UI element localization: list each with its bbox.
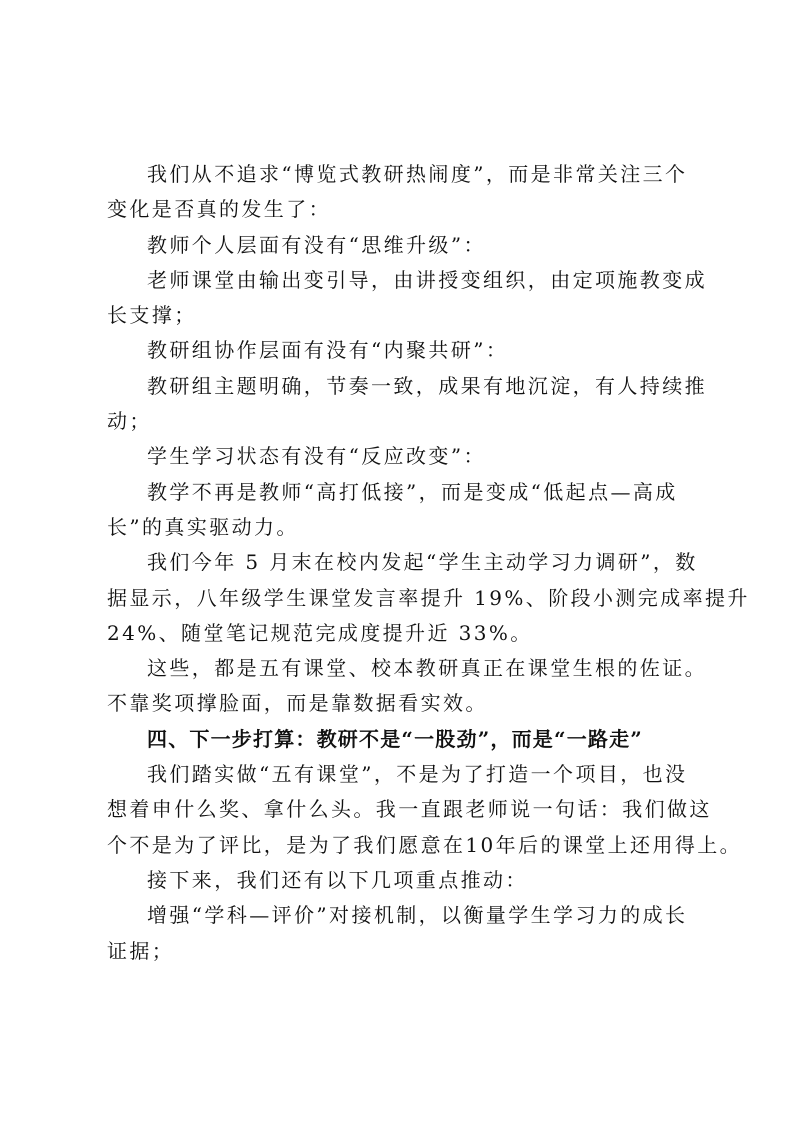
- paragraph-8: [107, 545, 750, 651]
- paragraph-line: 接下来，我们还有以下几项重点推动：: [147, 867, 528, 892]
- paragraph-line: 教师个人层面有没有“思维升级”：: [147, 232, 486, 257]
- paragraph-line: 想着申什么奖、拿什么头。我一直跟老师说一句话：我们做这: [107, 797, 712, 822]
- paragraph-line: 动；: [107, 409, 152, 434]
- paragraph-line: 这些，都是五有课堂、校本教研真正在课堂生根的佐证。: [147, 656, 707, 681]
- paragraph-11: [107, 757, 743, 863]
- paragraph-1: [107, 157, 687, 228]
- paragraph-line: 据显示，八年级学生课堂发言率提升 19%、阶段小测完成率提升: [107, 585, 750, 610]
- paragraph-line: 变化是否真的发生了：: [107, 197, 331, 222]
- paragraph-line: 个不是为了评比，是为了我们愿意在10年后的课堂上还用得上。: [107, 832, 743, 857]
- paragraph-line: 我们踏实做“五有课堂”，不是为了打造一个项目，也没: [147, 762, 688, 787]
- paragraph-line: 证据；: [107, 938, 175, 963]
- paragraph-line: 长”的真实驱动力。: [107, 514, 299, 539]
- paragraph-7: [107, 475, 687, 546]
- paragraph-line: 我们今年 5 月末在校内发起“学生主动学习力调研”，数: [147, 550, 698, 575]
- paragraph-line: 教学不再是教师“高打低接”，而是变成“低起点—高成: [147, 479, 678, 504]
- paragraph-3: [107, 263, 707, 334]
- section-heading-text: 四、下一步打算：教研不是“一股劲”，而是“一路走”: [147, 726, 644, 751]
- paragraph-line: 老师课堂由输出变引导，由讲授变组织，由定项施教变成: [147, 267, 707, 292]
- paragraph-line: 不靠奖项撑脸面，而是靠数据看实效。: [107, 691, 488, 716]
- paragraph-line: 长支撑；: [107, 303, 197, 328]
- paragraph-4: [107, 333, 687, 368]
- paragraph-line: 我们从不追求“博览式教研热闹度”，而是非常关注三个: [147, 162, 688, 186]
- paragraph-line: 教研组主题明确，节奏一致，成果有地沉淀，有人持续推: [147, 373, 707, 398]
- paragraph-2: [107, 228, 687, 263]
- paragraph-6: [107, 439, 687, 474]
- paragraph-13: [107, 898, 687, 969]
- paragraph-line: 学生学习状态有没有“反应改变”：: [147, 444, 486, 469]
- paragraph-line: 24%、随堂笔记规范完成度提升近 33%。: [107, 620, 533, 645]
- paragraph-line: 教研组协作层面有没有“内聚共研”：: [147, 338, 509, 363]
- section-heading: [107, 722, 687, 757]
- document-body: [107, 157, 750, 969]
- paragraph-12: [107, 863, 687, 898]
- paragraph-line: 增强“学科—评价”对接机制，以衡量学生学习力的成长: [147, 903, 688, 928]
- paragraph-9: [107, 651, 707, 722]
- paragraph-5: [107, 369, 707, 440]
